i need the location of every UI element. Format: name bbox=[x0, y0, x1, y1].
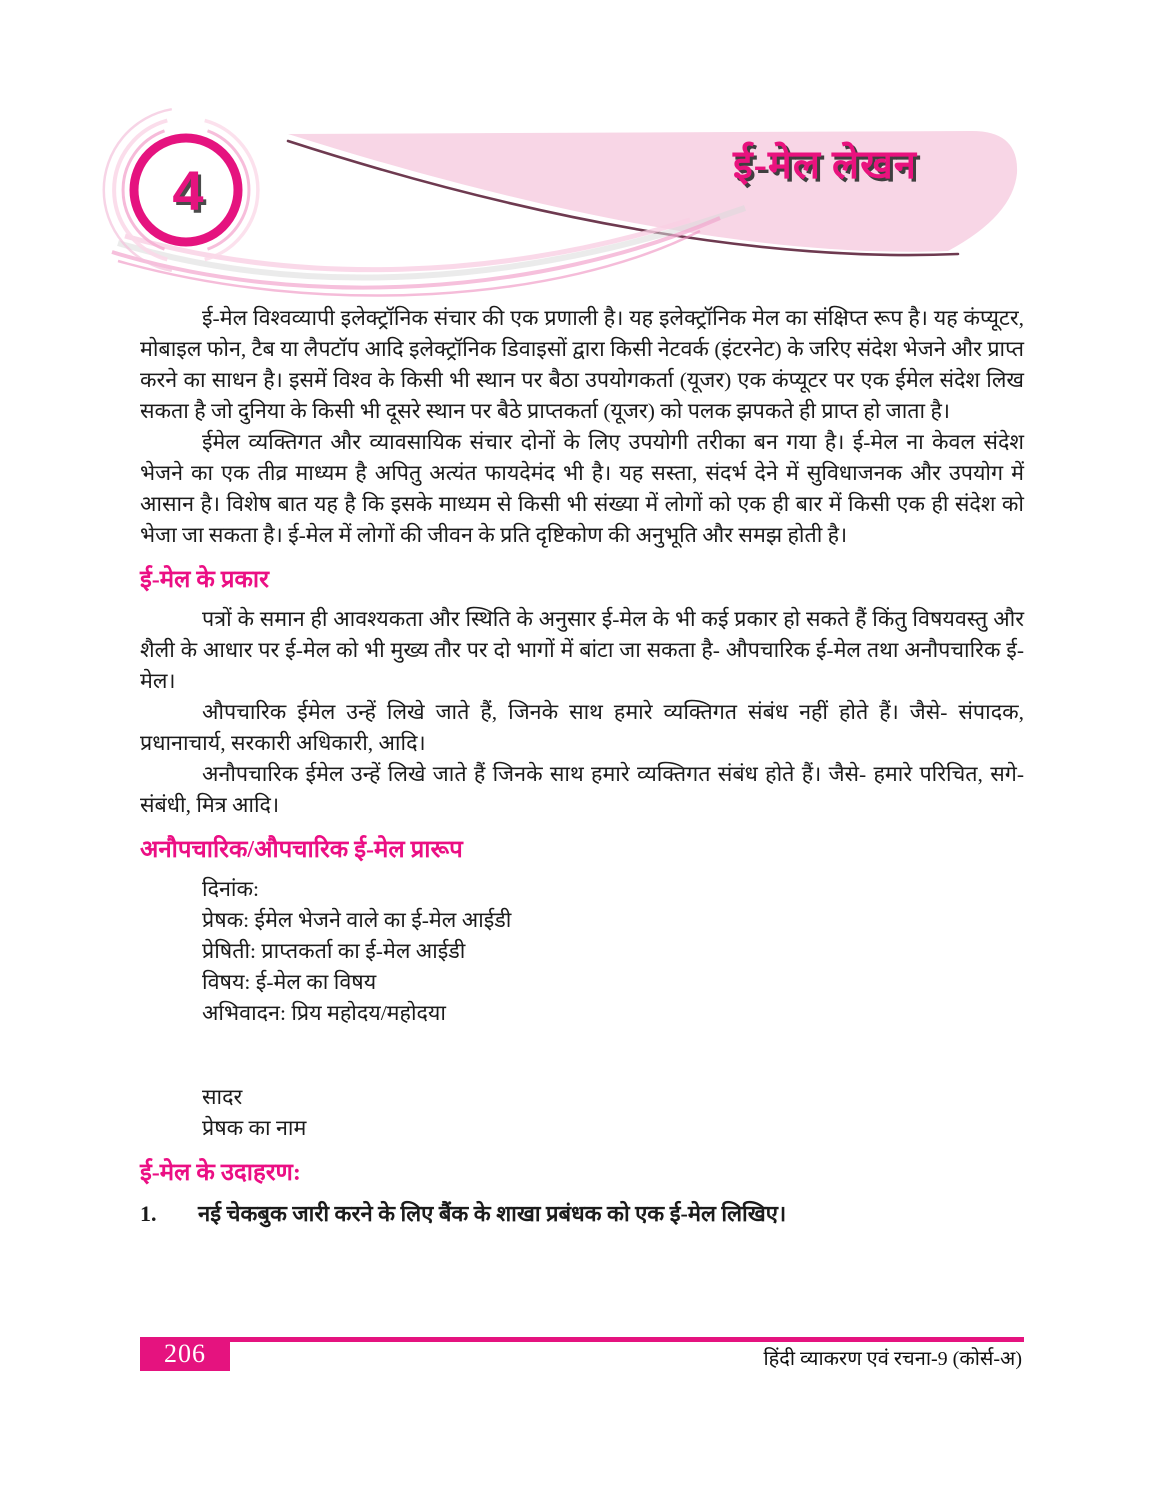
chapter-header bbox=[0, 0, 1152, 300]
question-text: नई चेकबुक जारी करने के लिए बैंक के शाखा प्रबंधक को एक ई-मेल लिखिए। bbox=[198, 1201, 787, 1226]
footer-rule bbox=[140, 1337, 1024, 1342]
body-paragraph: पत्रों के समान ही आवश्यकता और स्थिति के अनुसार ई-मेल के भी कई प्रकार हो सकते हैं किंतु विषयवस्तु और शैली के आधार पर ई-मेल को भी मुख्य तौर पर दो भागों में बांटा जा सकता है- औपचारिक ई-मेल तथा अनौपचारिक ई-मेल। bbox=[140, 607, 1024, 693]
intro-paragraph: ई-मेल विश्वव्यापी इलेक्ट्रॉनिक संचार की एक प्रणाली है। यह इलेक्ट्रॉनिक मेल का संक्षिप्त रूप है। यह कंप्यूटर, मोबाइल फोन, टैब या लैपटॉप आदि इलेक्ट्रॉनिक डिवाइसों द्वारा किसी नेटवर्क (इंटरनेट) के जरिए संदेश भेजने और प्राप्त करने का साधन है। इसमें विश्व के किसी भी स्थान पर बैठा उपयोगकर्ता (यूजर) एक कंप्यूटर पर एक ईमेल संदेश लिख सकता है जो दुनिया के किसी भी दूसरे स्थान पर बैठे प्राप्तकर्ता (यूजर) को पलक झपकते ही प्राप्त हो जाता है। bbox=[140, 306, 1024, 423]
question-number: 1. bbox=[140, 1201, 157, 1226]
closing-line-sender-name: प्रेषक का नाम bbox=[202, 1116, 307, 1140]
chapter-number: 4 bbox=[172, 158, 204, 222]
intro-paragraph: ईमेल व्यक्तिगत और व्यावसायिक संचार दोनों के लिए उपयोगी तरीका बन गया है। ई-मेल ना केवल संदेश भेजने का एक तीव्र माध्यम है अपितु अत्यंत फायदेमंद भी है। यह सस्ता, संदर्भ देने में सुविधाजनक और उपयोग में आसान है। विशेष बात यह है कि इसके माध्यम से किसी भी संख्या में लोगों को एक ही बार में किसी एक ही संदेश को भेजा जा सकता है। ई-मेल में लोगों की जीवन के प्रति दृष्टिकोण की अनुभूति और समझ होती है। bbox=[140, 430, 1024, 547]
format-line-salutation: अभिवादन: प्रिय महोदय/महोदया bbox=[202, 1001, 446, 1025]
closing-line-regards: सादर bbox=[202, 1085, 243, 1109]
body-paragraph: औपचारिक ईमेल उन्हें लिखे जाते हैं, जिनके साथ हमारे व्यक्तिगत संबंध नहीं होते हैं। जैसे- संपादक, प्रधानाचार्य, सरकारी अधिकारी, आदि। bbox=[140, 700, 1024, 755]
email-format-list bbox=[202, 874, 1024, 1029]
page-content bbox=[140, 303, 1024, 1230]
format-line-sender: प्रेषक: ईमेल भेजने वाले का ई-मेल आईडी bbox=[202, 908, 512, 932]
example-question-1 bbox=[140, 1197, 1024, 1230]
chapter-title: ई-मेल लेखन bbox=[732, 141, 918, 187]
section-heading-email-examples: ई-मेल के उदाहरण: bbox=[140, 1160, 301, 1186]
section-heading-email-types: ई-मेल के प्रकार bbox=[140, 567, 269, 593]
format-line-recipient: प्रेषिती: प्राप्तकर्ता का ई-मेल आईडी bbox=[202, 939, 466, 963]
footer-book-title: हिंदी व्याकरण एवं रचना-9 (कोर्स-अ) bbox=[763, 1348, 1022, 1370]
page-number-badge: 206 bbox=[140, 1337, 230, 1371]
format-line-subject: विषय: ई-मेल का विषय bbox=[202, 970, 377, 994]
email-closing-block bbox=[202, 1082, 1024, 1144]
format-line-date: दिनांक: bbox=[202, 877, 259, 901]
section-heading-email-format: अनौपचारिक/औपचारिक ई-मेल प्रारूप bbox=[140, 837, 463, 863]
body-paragraph: अनौपचारिक ईमेल उन्हें लिखे जाते हैं जिनके साथ हमारे व्यक्तिगत संबंध होते हैं। जैसे- हमारे परिचित, सगे-संबंधी, मित्र आदि। bbox=[140, 762, 1024, 817]
